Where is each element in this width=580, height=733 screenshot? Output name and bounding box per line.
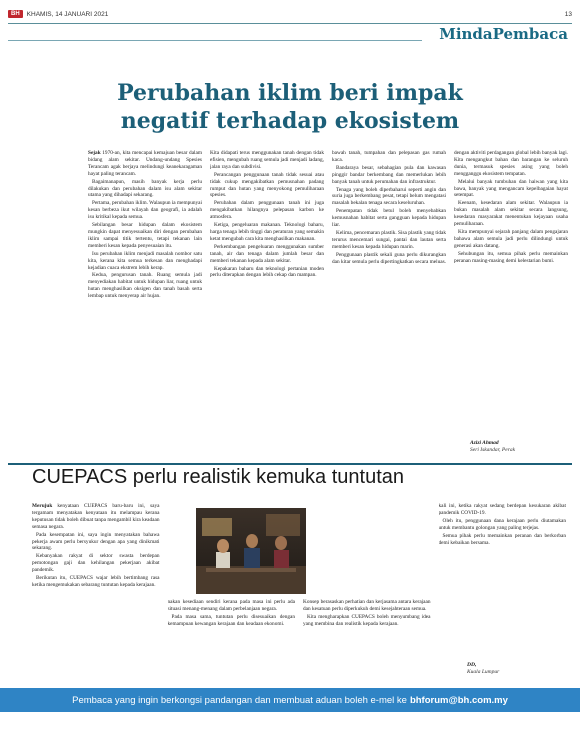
issue-date: KHAMIS, 14 JANUARI 2021 xyxy=(26,10,109,18)
article1-column-3 xyxy=(332,150,446,447)
article2-column-3 xyxy=(303,503,431,669)
author-location: Kuala Lumpur xyxy=(467,669,500,675)
paragraph: Kelima, pencemaran plastik. Sisa plastik yang tidak terurus mencemari sungai, pantai dan lautan serta memberi kesan kepada hidupan marin. xyxy=(332,229,446,250)
author-name: Azizi Ahmad xyxy=(470,440,499,446)
author-location: Seri Iskandar, Perak xyxy=(470,447,516,453)
paragraph: Bagaimanapun, masih banyak kerja perlu dilakukan dan perubahan dalam isu alam sekitar utama yang dihadapi sekarang. xyxy=(88,178,202,199)
banner-text: Pembaca yang ingin berkongsi pandangan dan membuat aduan boleh e-mel ke xyxy=(72,694,407,706)
paragraph: Konsep berasaskan perhatian dan kerjasama antara kerajaan dan kesatuan perlu diperkukuh demi kesejahteraan semua. xyxy=(303,599,431,612)
paragraph: Melalui banyak tumbuhan dan haiwan yang kita bawa, banyak yang mengancam kepelbagaian hayat setempat. xyxy=(454,178,568,199)
article1-headline-line1: Perubahan iklim beri impak xyxy=(117,80,463,106)
article1-byline xyxy=(470,440,515,454)
article2-photo xyxy=(196,508,306,594)
paragraph: dengan aktiviti perdagangan global lebih banyak lagi. Kita mengangkut bahan dan barangan ke seluruh dunia, termasuk spesies asing yang boleh mengganggu ekosistem tempatan. xyxy=(454,150,568,177)
paragraph: Kepakaran baharu dan teknologi pertanian moden perlu diterapkan dengan lebih cekap dan mampan. xyxy=(210,265,324,279)
article1-headline-line2: negatif terhadap ekosistem xyxy=(120,108,460,134)
paragraph: kali ini, ketika rakyat sedang berdepan kesukaran akibat pandemik COVID-19. xyxy=(438,503,566,516)
article1-lead: Sejak xyxy=(88,150,101,156)
paragraph: Penempatan tidak betul boleh menyebabkan kemusnahan habitat serta gangguan kepada hidupan liar. xyxy=(332,208,446,229)
article-divider xyxy=(8,463,572,465)
article1-column-1: Sejak 1970-an, kita mencapai kemajuan besar dalam bidang alam sekitar. Undang-undang Spesies Terancam agak berjaya melindungi keanekaragaman hayat paling terancam. Bagaimanapun, masih banyak kerja perlu dilakukan dan perubahan dalam isu alam sekitar utama yang dihadapi sekarang. Pertama, perubahan iklim. Walaupun ia mempunyai kesan berbeza ikut wilayah dan geografi, ia adalah isu kritikal kepada semua. Sebilangan besar hidupan dalam ekosistem mungkin dapat menyesuaikan diri dengan perubahan iklim sampai titik tertentu, tetapi tekanan lain memberi kesan kepada penyesuaian itu. Isu perubahan iklim menjadi masalah nombor satu kita, kerana kita semua terkesan dan menghadapi kejadian cuaca ekstrem lebih kerap. Kedua, pengurusan tanah. Ruang semula jadi menyediakan habitat untuk hidupan liar, ruang untuk hutan menghasilkan oksigen dan tanah basah serta lembap untuk menyerap air hujan. xyxy=(88,150,202,300)
article2-column-1: Merujuk kenyataan CUEPACS baru-baru ini, saya tergamam menyatakan kenyataan itu melampau kerana keputusan tidak boleh dibuat tanpa mengambil kira keadaan semasa negara. Pada kesempatan ini, saya ingin menyatakan bahawa pekerja awam perlu bersyukur dengan apa yang dinikmati sekarang. Kebanyakan rakyat di sektor swasta berdepan pemotongan gaji dan kehilangan pekerjaan akibat pandemik. Berikutan itu, CUEPACS wajar lebih bertimbang rasa ketika mengemukakan sebarang tuntutan kepada kerajaan. xyxy=(32,503,160,588)
paragraph: Kebanyakan rakyat di sektor swasta berdepan pemotongan gaji dan kehilangan pekerjaan akibat pandemik. xyxy=(32,553,160,574)
paragraph: Oleh itu, penggunaan dana kerajaan perlu diutamakan untuk membantu golongan yang paling terjejas. xyxy=(438,517,566,531)
newspaper-logo: BH xyxy=(8,10,23,18)
paragraph: Kita mengharapkan CUEPACS boleh menyumbang idea yang membina dan realistik kepada kerajaan. xyxy=(303,613,431,627)
article1-column-2 xyxy=(210,150,324,447)
article2-headline: CUEPACS perlu realistik kemuka tuntutan xyxy=(32,466,405,488)
paragraph: Pertama, perubahan iklim. Walaupun ia mempunyai kesan berbeza ikut wilayah dan geografi, ia adalah isu kritikal kepada semua. xyxy=(88,200,202,221)
paragraph: nakan kesediaan sendiri kerana pada masa ini perlu ada situasi menang-menang dalam perbelanjaan negara. xyxy=(167,599,295,612)
paragraph: Keenam, kesedaran alam sekitar. Walaupun ia bukan masalah alam sekitar secara langsung, kesedaran masyarakat menentukan kejayaan usaha pemuliharaan. xyxy=(454,200,568,228)
paragraph: Perubahan dalam penggunaan tanah ini juga mengakibatkan hilangnya pelepasan karbon ke atmosfera. xyxy=(210,200,324,221)
paragraph: Semua pihak perlu memainkan peranan dan berkorban demi kebaikan bersama. xyxy=(438,532,566,546)
paragraph: Sehubungan itu, semua pihak perlu memainkan peranan masing-masing demi kelestarian bumi. xyxy=(454,250,568,264)
office-photo-illustration xyxy=(196,508,306,594)
article1-column-4 xyxy=(454,150,568,447)
paragraph: Tenaga yang boleh diperbaharui seperti angin dan suria juga berkembang pesat, tetapi belum mengatasi masalah bekalan tenaga secara keseluruhan. xyxy=(332,186,446,207)
paragraph: Sebilangan besar hidupan dalam ekosistem mungkin dapat menyesuaikan diri dengan perubahan iklim sampai titik tertentu, tetapi tekanan lain memberi kesan kepada penyesuaian itu. xyxy=(88,222,202,249)
paragraph: Perancangan penggunaan tanah tidak sesuai atau tidak cukup mengakibatkan pemusnahan padang rumput dan hutan yang menyokong pemuliharaan spesies. xyxy=(210,171,324,199)
article2-byline xyxy=(467,662,499,676)
paragraph: Isu perubahan iklim menjadi masalah nombor satu kita, kerana kita semua terkesan dan menghadapi kejadian cuaca ekstrem lebih kerap. xyxy=(88,250,202,271)
paragraph: bawah tanah, tumpahan dan pelepasan gas rumah kaca. xyxy=(332,150,446,163)
article1-body xyxy=(88,150,568,447)
contact-banner xyxy=(0,688,580,712)
paragraph: Kedua, pengurusan tanah. Ruang semula jadi menyediakan habitat untuk hidupan liar, ruang untuk hutan menghasilkan oksigen dan tanah basah serta lembap untuk menyerap air hujan. xyxy=(88,272,202,300)
header-rule xyxy=(8,23,572,24)
paragraph: Kita mempunyai sejarah panjang dalam pengajaran bahawa alam semula jadi perlu dilindungi untuk generasi akan datang. xyxy=(454,228,568,249)
paragraph: Pada kesempatan ini, saya ingin menyatakan bahawa pekerja awam perlu bersyukur dengan apa yang dinikmati sekarang. xyxy=(32,531,160,552)
page-number: 13 xyxy=(564,10,572,18)
paragraph: Kita didapati terus menggunakan tanah dengan tidak efisien, mengubah ruang semula jadi menjadi ladang, jalan raya dan subdivisi. xyxy=(210,150,324,170)
paragraph: Ketiga, pengeluaran makanan. Teknologi baharu, harga tenaga lebih tinggi dan peraturan yang semakin ketat mengubah cara kita menghasilkan makanan. xyxy=(210,222,324,242)
paragraph: Penggunaan plastik sekali guna perlu dikurangkan dan kitar semula perlu dipertingkatkan secara meluas. xyxy=(332,251,446,265)
section-rubric: MindaPembaca xyxy=(439,25,568,43)
paragraph: Berikutan itu, CUEPACS wajar lebih bertimbang rasa ketika mengemukakan sebarang tuntutan kepada kerajaan. xyxy=(32,575,160,588)
page-header xyxy=(8,6,572,22)
paragraph: Perkembangan pengeluaran menggunakan sumber tanah, air dan tenaga dalam jumlah besar dan memberi tekanan kepada alam sekitar. xyxy=(210,243,324,264)
author-name: DD, xyxy=(467,662,477,668)
article2-lead: Merujuk xyxy=(32,503,53,509)
contact-email-link[interactable]: bhforum@bh.com.my xyxy=(409,694,508,706)
paragraph: Pada masa sama, tuntutan perlu disesuaikan dengan kemampuan kewangan kerajaan dan keadaan ekonomi. xyxy=(167,613,295,627)
rubric-rule xyxy=(8,40,422,41)
paragraph: Bandaraya besar, sebahagian pula dan kawasan pinggir bandar berkembang dan memerlukan lebih banyak tanah untuk perumahan dan infrastruktur. xyxy=(332,164,446,185)
article2-column-4 xyxy=(439,503,567,669)
